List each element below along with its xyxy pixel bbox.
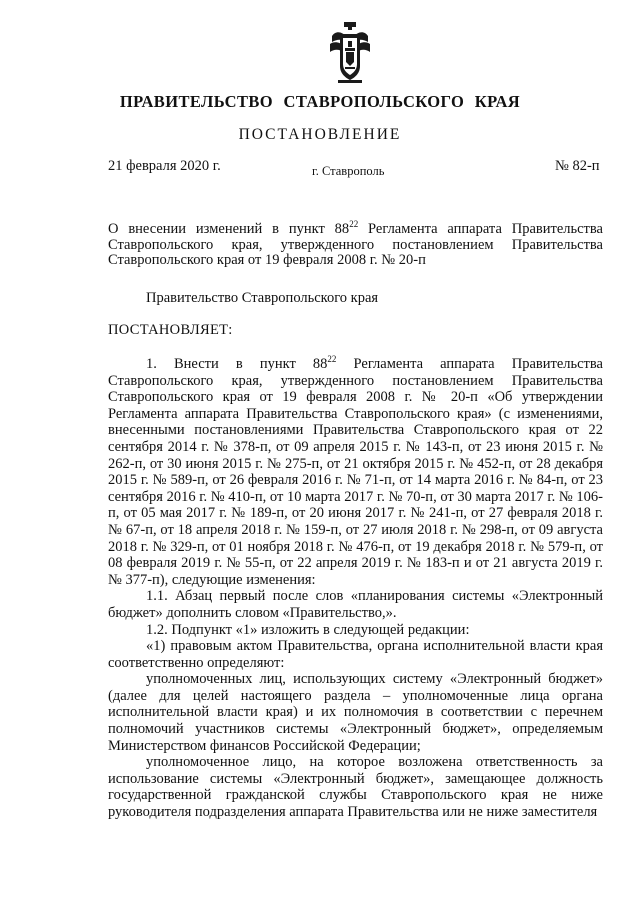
subject-superscript: 22: [349, 219, 359, 230]
document-kind: ПОСТАНОВЛЕНИЕ: [238, 126, 402, 143]
paragraph-1-superscript: 22: [327, 354, 337, 365]
paragraph-1: [108, 356, 603, 588]
resolves-heading: ПОСТАНОВЛЯЕТ:: [108, 322, 233, 338]
paragraph-authorized-persons: уполномоченных лиц, использующих систему «Электронный бюджет» (далее для целей настоящего раздела – уполномоченные лица органа исполнительной власти края) и их полномочия в соответствии с перечнем полномочий участников системы «Электронный бюджет», определяемым Министерством финансов Российской Федерации;: [108, 671, 603, 754]
paragraph-subpoint-1: «1) правовым актом Правительства, органа исполнительной власти края соответственно определяют:: [108, 638, 603, 671]
paragraph-1-text-rest: Регламента аппарата Правительства Ставропольского края, утвержденного постановлением Правительства Ставропольского края от 19 февраля 2008 г. № 20-п «Об утверждении Регламента аппарата Правительства Ставропольского края» (с изменениями, внесенными постановлениями Правительства Ставропольского края от 22 сентября 2014 г. № 378-п, от 09 апреля 2015 г. № 143-п, от 23 июня 2015 г. № 262-п, от 30 июня 2015 г. № 275-п, от 21 октября 2015 г. № 452-п, от 28 декабря 2015 г. № 589-п, от 26 февраля 2016 г. № 71-п, от 14 марта 2016 г. № 84-п, от 23 сентября 2016 г. № 410-п, от 10 марта 2017 г. № 70-п, от 30 марта 2017 г. № 106-п, от 05 мая 2017 г. № 189-п, от 20 июня 2017 г. № 241-п, от 27 февраля 2018 г. № 67-п, от 18 апреля 2018 г. № 159-п, от 27 июля 2018 г. № 298-п, от 09 августа 2018 г. № 329-п, от 01 ноября 2018 г. № 476-п, от 19 декабря 2018 г. № 579-п, от 08 февраля 2019 г. № 55-п, от 22 апреля 2019 г. № 183-п и от 21 августа 2019 г. № 377-п), следующие изменения:: [108, 356, 603, 588]
subject-text: О внесении изменений в пункт 88: [108, 221, 350, 237]
document-city: г. Ставрополь: [312, 164, 385, 178]
paragraph-1-1: 1.1. Абзац первый после слов «планирования системы «Электронный бюджет» дополнить словом «Правительство,».: [108, 588, 603, 621]
subject-text-rest: Регламента аппарата Правительства Ставропольского края, утвержденного постановлением Правительства Ставропольского края от 19 февраля 2008 г. № 20-п: [108, 221, 603, 268]
paragraph-1-text: 1. Внести в пункт 88: [146, 356, 328, 372]
document-subject: [108, 219, 603, 269]
coat-of-arms-icon: [328, 22, 372, 84]
paragraph-responsible-person: уполномоченное лицо, на которое возложена ответственность за использование системы «Электронный бюджет», замещающее должность государственной гражданской службы Ставропольского края не ниже руководителя подразделения аппарата Правительства или не ниже заместителя: [108, 754, 603, 821]
document-number: № 82-п: [555, 158, 600, 174]
issuer-line: Правительство Ставропольского края: [146, 290, 379, 306]
document-date: 21 февраля 2020 г.: [108, 158, 221, 174]
document-body: [108, 356, 603, 821]
paragraph-1-2: 1.2. Подпункт «1» изложить в следующей редакции:: [146, 621, 470, 638]
government-title: ПРАВИТЕЛЬСТВО СТАВРОПОЛЬСКОГО КРАЯ: [119, 92, 521, 111]
